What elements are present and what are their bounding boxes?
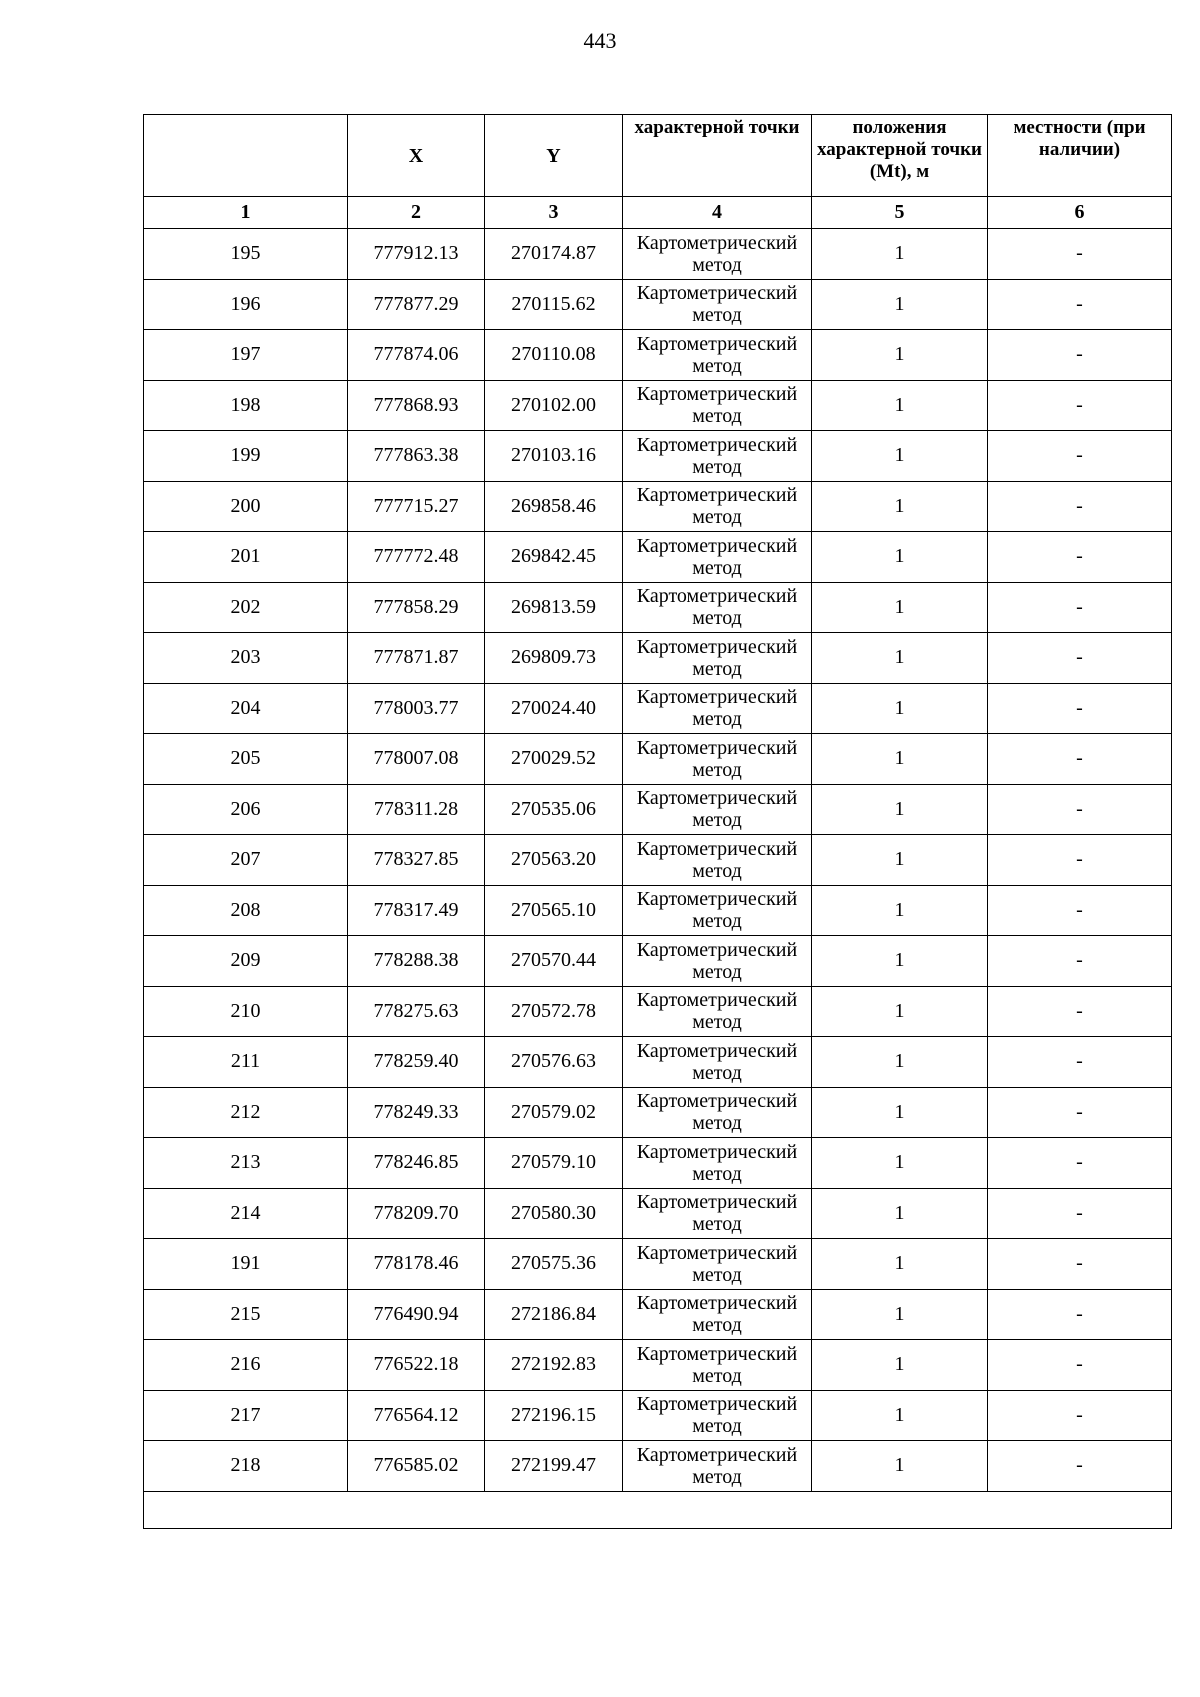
description-cell: -: [988, 1239, 1172, 1290]
x-coordinate-cell: 778275.63: [348, 986, 485, 1037]
column-number-row: [144, 197, 1172, 229]
table-row: [144, 229, 1172, 280]
table-row: [144, 330, 1172, 381]
y-coordinate-cell: 270024.40: [485, 683, 623, 734]
point-number-cell: 202: [144, 582, 348, 633]
table-row: [144, 784, 1172, 835]
point-number-cell: 209: [144, 936, 348, 987]
method-cell: Картометрический метод: [623, 1289, 812, 1340]
accuracy-cell: 1: [812, 986, 988, 1037]
table-row: [144, 1037, 1172, 1088]
y-coordinate-cell: 270579.10: [485, 1138, 623, 1189]
point-number-cell: 205: [144, 734, 348, 785]
point-number-cell: 196: [144, 279, 348, 330]
accuracy-cell: 1: [812, 1138, 988, 1189]
description-cell: -: [988, 1138, 1172, 1189]
y-coordinate-cell: 270103.16: [485, 431, 623, 482]
x-coordinate-cell: 778317.49: [348, 885, 485, 936]
y-coordinate-cell: 272196.15: [485, 1390, 623, 1441]
header-point-number: [144, 115, 348, 197]
point-number-cell: 207: [144, 835, 348, 886]
point-number-cell: 201: [144, 532, 348, 583]
y-coordinate-cell: 270115.62: [485, 279, 623, 330]
table-row: [144, 1138, 1172, 1189]
description-cell: -: [988, 1390, 1172, 1441]
description-cell: -: [988, 481, 1172, 532]
header-x: X: [348, 115, 485, 197]
method-cell: Картометрический метод: [623, 986, 812, 1037]
x-coordinate-cell: 778311.28: [348, 784, 485, 835]
y-coordinate-cell: 270110.08: [485, 330, 623, 381]
table-row: [144, 683, 1172, 734]
method-cell: Картометрический метод: [623, 1390, 812, 1441]
x-coordinate-cell: 776585.02: [348, 1441, 485, 1492]
y-coordinate-cell: 272199.47: [485, 1441, 623, 1492]
description-cell: -: [988, 330, 1172, 381]
description-cell: -: [988, 1037, 1172, 1088]
accuracy-cell: 1: [812, 330, 988, 381]
point-number-cell: 200: [144, 481, 348, 532]
point-number-cell: 212: [144, 1087, 348, 1138]
description-cell: -: [988, 1188, 1172, 1239]
accuracy-cell: 1: [812, 784, 988, 835]
table-row: [144, 734, 1172, 785]
y-coordinate-cell: 269842.45: [485, 532, 623, 583]
description-cell: -: [988, 633, 1172, 684]
method-cell: Картометрический метод: [623, 279, 812, 330]
point-number-cell: 217: [144, 1390, 348, 1441]
point-number-cell: 213: [144, 1138, 348, 1189]
description-cell: -: [988, 1340, 1172, 1391]
method-cell: Картометрический метод: [623, 633, 812, 684]
accuracy-cell: 1: [812, 1087, 988, 1138]
point-number-cell: 203: [144, 633, 348, 684]
table-row: [144, 532, 1172, 583]
point-number-cell: 191: [144, 1239, 348, 1290]
method-cell: Картометрический метод: [623, 1188, 812, 1239]
coordinates-table: [143, 114, 1172, 1529]
accuracy-cell: 1: [812, 1188, 988, 1239]
description-cell: -: [988, 734, 1172, 785]
y-coordinate-cell: 270570.44: [485, 936, 623, 987]
table-row: [144, 279, 1172, 330]
y-coordinate-cell: 270102.00: [485, 380, 623, 431]
x-coordinate-cell: 778246.85: [348, 1138, 485, 1189]
table-row: [144, 835, 1172, 886]
table-row: [144, 1289, 1172, 1340]
y-coordinate-cell: 270563.20: [485, 835, 623, 886]
x-coordinate-cell: 777772.48: [348, 532, 485, 583]
y-coordinate-cell: 269813.59: [485, 582, 623, 633]
point-number-cell: 215: [144, 1289, 348, 1340]
point-number-cell: 210: [144, 986, 348, 1037]
accuracy-cell: 1: [812, 683, 988, 734]
y-coordinate-cell: 272186.84: [485, 1289, 623, 1340]
point-number-cell: 206: [144, 784, 348, 835]
x-coordinate-cell: 778288.38: [348, 936, 485, 987]
empty-footer-cell: [144, 1491, 1172, 1528]
method-cell: Картометрический метод: [623, 1087, 812, 1138]
point-number-cell: 197: [144, 330, 348, 381]
empty-footer-row: [144, 1491, 1172, 1528]
table-row: [144, 1087, 1172, 1138]
accuracy-cell: 1: [812, 431, 988, 482]
table-body: [144, 229, 1172, 1492]
accuracy-cell: 1: [812, 582, 988, 633]
accuracy-cell: 1: [812, 1289, 988, 1340]
method-cell: Картометрический метод: [623, 885, 812, 936]
column-number: 4: [623, 197, 812, 229]
point-number-cell: 199: [144, 431, 348, 482]
description-cell: -: [988, 582, 1172, 633]
accuracy-cell: 1: [812, 532, 988, 583]
table-row: [144, 1441, 1172, 1492]
method-cell: Картометрический метод: [623, 380, 812, 431]
table-row: [144, 1390, 1172, 1441]
y-coordinate-cell: 270535.06: [485, 784, 623, 835]
accuracy-cell: 1: [812, 229, 988, 280]
y-coordinate-cell: 270029.52: [485, 734, 623, 785]
x-coordinate-cell: 778007.08: [348, 734, 485, 785]
description-cell: -: [988, 683, 1172, 734]
accuracy-cell: 1: [812, 885, 988, 936]
x-coordinate-cell: 777874.06: [348, 330, 485, 381]
column-number: 6: [988, 197, 1172, 229]
column-number: 5: [812, 197, 988, 229]
method-cell: Картометрический метод: [623, 532, 812, 583]
method-cell: Картометрический метод: [623, 431, 812, 482]
method-cell: Картометрический метод: [623, 330, 812, 381]
method-cell: Картометрический метод: [623, 229, 812, 280]
point-number-cell: 195: [144, 229, 348, 280]
point-number-cell: 204: [144, 683, 348, 734]
y-coordinate-cell: 270580.30: [485, 1188, 623, 1239]
point-number-cell: 216: [144, 1340, 348, 1391]
table-row: [144, 633, 1172, 684]
description-cell: -: [988, 1289, 1172, 1340]
page-number: 443: [583, 28, 617, 53]
y-coordinate-cell: 270174.87: [485, 229, 623, 280]
x-coordinate-cell: 776522.18: [348, 1340, 485, 1391]
description-cell: -: [988, 784, 1172, 835]
method-cell: Картометрический метод: [623, 481, 812, 532]
y-coordinate-cell: 270565.10: [485, 885, 623, 936]
x-coordinate-cell: 777868.93: [348, 380, 485, 431]
description-cell: -: [988, 936, 1172, 987]
y-coordinate-cell: 270576.63: [485, 1037, 623, 1088]
accuracy-cell: 1: [812, 279, 988, 330]
accuracy-cell: 1: [812, 734, 988, 785]
x-coordinate-cell: 778259.40: [348, 1037, 485, 1088]
method-cell: Картометрический метод: [623, 1037, 812, 1088]
accuracy-cell: 1: [812, 633, 988, 684]
x-coordinate-cell: 778209.70: [348, 1188, 485, 1239]
column-number: 2: [348, 197, 485, 229]
point-number-cell: 214: [144, 1188, 348, 1239]
description-cell: -: [988, 279, 1172, 330]
y-coordinate-cell: 272192.83: [485, 1340, 623, 1391]
table-row: [144, 481, 1172, 532]
x-coordinate-cell: 778178.46: [348, 1239, 485, 1290]
y-coordinate-cell: 269809.73: [485, 633, 623, 684]
table-row: [144, 885, 1172, 936]
x-coordinate-cell: 777858.29: [348, 582, 485, 633]
table-row: [144, 986, 1172, 1037]
method-cell: Картометрический метод: [623, 936, 812, 987]
point-number-cell: 218: [144, 1441, 348, 1492]
header-method: характерной точки: [623, 115, 812, 197]
x-coordinate-cell: 776490.94: [348, 1289, 485, 1340]
description-cell: -: [988, 986, 1172, 1037]
accuracy-cell: 1: [812, 1340, 988, 1391]
method-cell: Картометрический метод: [623, 734, 812, 785]
x-coordinate-cell: 777877.29: [348, 279, 485, 330]
description-cell: -: [988, 835, 1172, 886]
table-row: [144, 380, 1172, 431]
method-cell: Картометрический метод: [623, 1441, 812, 1492]
y-coordinate-cell: 270572.78: [485, 986, 623, 1037]
x-coordinate-cell: 778249.33: [348, 1087, 485, 1138]
accuracy-cell: 1: [812, 1037, 988, 1088]
accuracy-cell: 1: [812, 1390, 988, 1441]
method-cell: Картометрический метод: [623, 1340, 812, 1391]
table-row: [144, 1239, 1172, 1290]
method-cell: Картометрический метод: [623, 683, 812, 734]
column-number: 1: [144, 197, 348, 229]
column-number: 3: [485, 197, 623, 229]
header-description: местности (при наличии): [988, 115, 1172, 197]
description-cell: -: [988, 431, 1172, 482]
table-row: [144, 1340, 1172, 1391]
description-cell: -: [988, 229, 1172, 280]
method-cell: Картометрический метод: [623, 784, 812, 835]
method-cell: Картометрический метод: [623, 835, 812, 886]
accuracy-cell: 1: [812, 1441, 988, 1492]
accuracy-cell: 1: [812, 1239, 988, 1290]
method-cell: Картометрический метод: [623, 582, 812, 633]
x-coordinate-cell: 776564.12: [348, 1390, 485, 1441]
description-cell: -: [988, 532, 1172, 583]
header-row: [144, 115, 1172, 197]
table-row: [144, 582, 1172, 633]
x-coordinate-cell: 778327.85: [348, 835, 485, 886]
x-coordinate-cell: 777912.13: [348, 229, 485, 280]
table-row: [144, 1188, 1172, 1239]
y-coordinate-cell: 270579.02: [485, 1087, 623, 1138]
description-cell: -: [988, 380, 1172, 431]
y-coordinate-cell: 269858.46: [485, 481, 623, 532]
method-cell: Картометрический метод: [623, 1138, 812, 1189]
y-coordinate-cell: 270575.36: [485, 1239, 623, 1290]
accuracy-cell: 1: [812, 481, 988, 532]
x-coordinate-cell: 777715.27: [348, 481, 485, 532]
point-number-cell: 211: [144, 1037, 348, 1088]
table-row: [144, 431, 1172, 482]
x-coordinate-cell: 777863.38: [348, 431, 485, 482]
header-accuracy: положения характерной точки (Mt), м: [812, 115, 988, 197]
description-cell: -: [988, 1441, 1172, 1492]
accuracy-cell: 1: [812, 835, 988, 886]
description-cell: -: [988, 1087, 1172, 1138]
header-y: Y: [485, 115, 623, 197]
x-coordinate-cell: 778003.77: [348, 683, 485, 734]
point-number-cell: 208: [144, 885, 348, 936]
table-row: [144, 936, 1172, 987]
description-cell: -: [988, 885, 1172, 936]
x-coordinate-cell: 777871.87: [348, 633, 485, 684]
point-number-cell: 198: [144, 380, 348, 431]
accuracy-cell: 1: [812, 380, 988, 431]
method-cell: Картометрический метод: [623, 1239, 812, 1290]
accuracy-cell: 1: [812, 936, 988, 987]
